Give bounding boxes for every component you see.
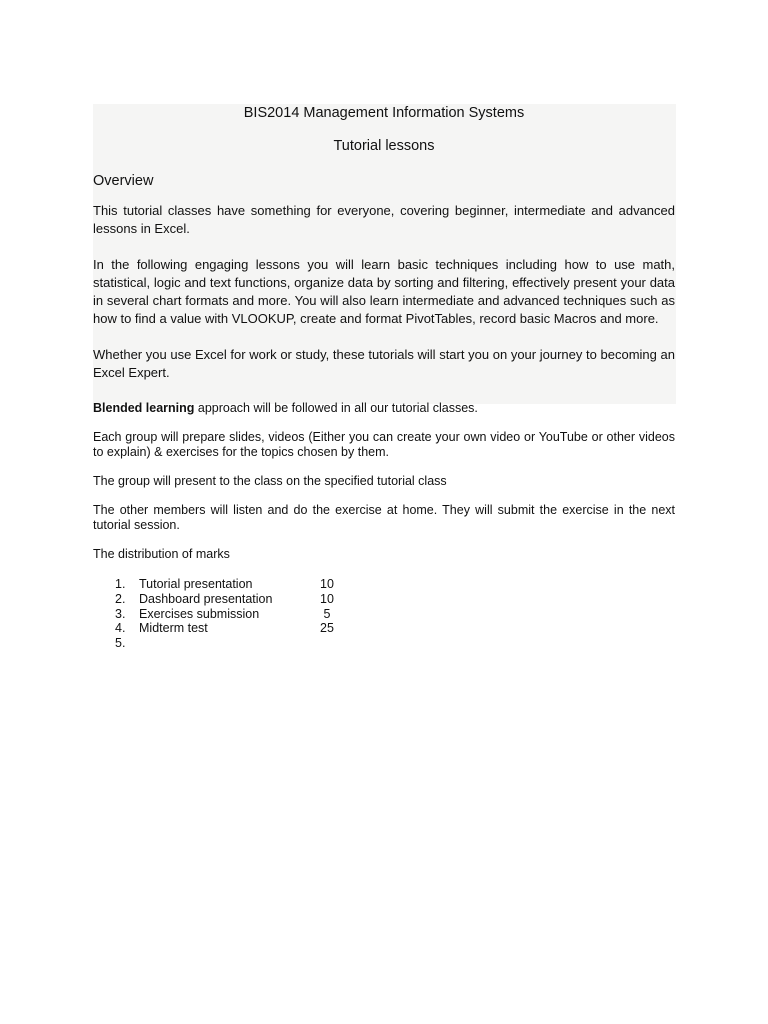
marks-list-item — [93, 577, 675, 592]
marks-item-label: Exercises submission — [139, 606, 260, 621]
blended-learning-paragraph — [93, 401, 675, 416]
group-present-paragraph: The group will present to the class on the specified tutorial class — [93, 474, 447, 488]
marks-list-item — [93, 592, 675, 607]
marks-item-value: 10 — [320, 591, 334, 606]
marks-item-number: 4. — [115, 621, 126, 636]
document-subtitle: Tutorial lessons — [333, 138, 435, 154]
overview-paragraph-3: Whether you use Excel for work or study, these tutorials will start you on your journey to becoming an Excel Expert. — [93, 347, 675, 380]
marks-item-label: Midterm test — [139, 621, 208, 636]
blended-learning-bold: Blended learning — [93, 401, 195, 415]
marks-item-value: 5 — [323, 606, 331, 621]
distribution-heading: The distribution of marks — [93, 547, 230, 561]
marks-item-label: Tutorial presentation — [139, 577, 253, 591]
document-title: BIS2014 Management Information Systems — [243, 105, 525, 121]
marks-list-item — [93, 607, 675, 622]
marks-item-number: 1. — [115, 577, 126, 591]
marks-item-value: 25 — [320, 621, 334, 636]
marks-list-item — [93, 636, 675, 651]
blended-learning-rest: approach will be followed in all our tutorial classes. — [194, 401, 478, 415]
marks-item-number: 2. — [115, 591, 126, 606]
group-prepare-paragraph: Each group will prepare slides, videos (Either you can create your own video or YouTube or other videos to explain) & exercises for the topics chosen by them. — [93, 430, 675, 459]
overview-heading: Overview — [93, 173, 154, 189]
document-page — [93, 104, 675, 651]
overview-paragraph-2: In the following engaging lessons you will learn basic techniques including how to use math, statistical, logic and text functions, organize data by sorting and filtering, effectively present your data in several chart formats and more. You will also learn intermediate and advanced techniques such as how to find a value with VLOOKUP, create and format PivotTables, record basic Macros and more. — [93, 257, 675, 326]
overview-paragraph-1: This tutorial classes have something for everyone, covering beginner, intermediate and advanced lessons in Excel. — [93, 203, 675, 236]
marks-list-item — [93, 621, 675, 636]
marks-list — [93, 577, 675, 651]
marks-item-number: 5. — [115, 636, 126, 651]
marks-item-value: 10 — [320, 577, 334, 591]
marks-item-number: 3. — [115, 606, 126, 621]
other-members-paragraph: The other members will listen and do the exercise at home. They will submit the exercise in the next tutorial session. — [93, 503, 675, 532]
marks-item-label: Dashboard presentation — [139, 591, 273, 606]
